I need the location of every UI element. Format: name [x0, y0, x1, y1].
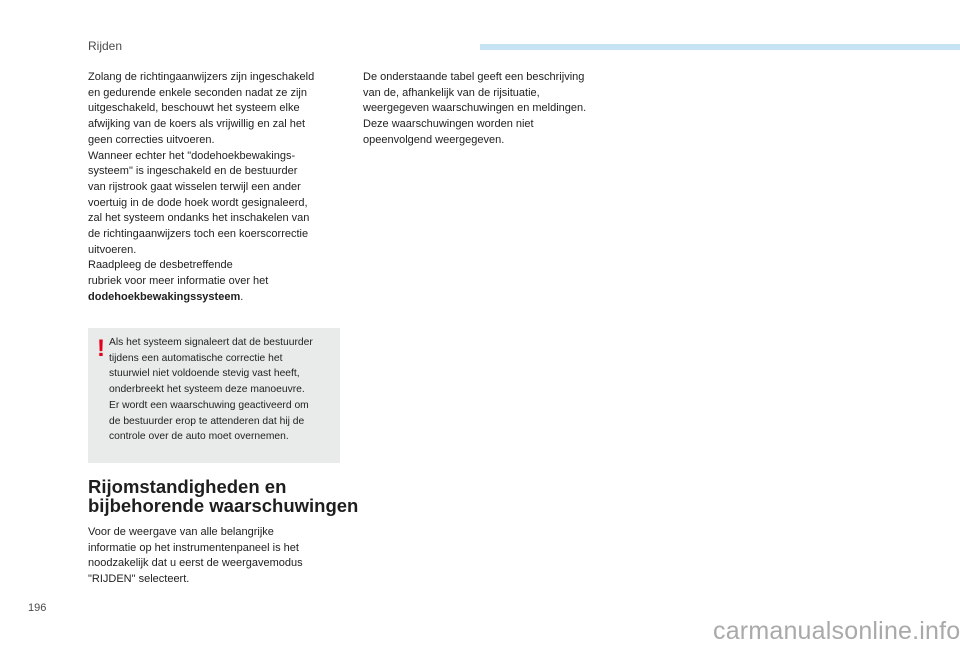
- page-number: 196: [28, 602, 47, 614]
- watermark: carmanualsonline.info: [713, 617, 960, 645]
- left-column-text: [88, 70, 346, 306]
- paragraph-line: van rijstrook gaat wisselen terwijl een ander: [88, 180, 301, 193]
- paragraph-line: noodzakelijk dat u eerst de weergavemodus: [88, 557, 303, 570]
- paragraph-line: uitgeschakeld, beschouwt het systeem elke: [88, 102, 300, 115]
- heading-line: Rijomstandigheden en: [88, 476, 287, 497]
- paragraph-line: van de, afhankelijk van de rijsituatie,: [363, 86, 540, 99]
- warning-box: [88, 328, 340, 463]
- warning-line: stuurwiel niet voldoende stevig vast heeft,: [109, 368, 300, 380]
- paragraph-line: uitvoeren.: [88, 243, 137, 256]
- paragraph-line: De onderstaande tabel geeft een beschrijving: [363, 71, 585, 83]
- paragraph-line: Deze waarschuwingen worden niet: [363, 118, 534, 131]
- paragraph-line: "RIJDEN" selecteert.: [88, 573, 190, 586]
- heading-line: bijbehorende waarschuwingen: [88, 495, 359, 516]
- section-heading: [88, 477, 358, 515]
- paragraph-line: en gedurende enkele seconden nadat ze zijn: [88, 86, 307, 99]
- paragraph-line: informatie op het instrumentenpaneel is het: [88, 541, 299, 554]
- paragraph-line: Zolang de richtingaanwijzers zijn ingeschakeld: [88, 71, 315, 83]
- paragraph-line: weergegeven waarschuwingen en meldingen.: [363, 102, 587, 115]
- reference-suffix: .: [240, 290, 244, 303]
- reference-link-text: dodehoekbewakingssysteem: [88, 290, 241, 303]
- paragraph-line: opeenvolgend weergegeven.: [363, 133, 505, 146]
- paragraph-line: rubriek voor meer informatie over het: [88, 275, 269, 288]
- paragraph-line: Raadpleeg de desbetreffende: [88, 259, 233, 272]
- warning-line: Als het systeem signaleert dat de bestuurder: [109, 337, 313, 348]
- right-column-text: [363, 70, 625, 149]
- paragraph-line: de richtingaanwijzers toch een koerscorrectie: [88, 228, 309, 241]
- warning-line: tijdens een automatische correctie het: [109, 352, 283, 364]
- warning-line: controle over de auto moet overnemen.: [109, 431, 289, 443]
- paragraph-line: zal het systeem ondanks het inschakelen van: [88, 212, 310, 225]
- warning-line: de bestuurder erop te attenderen dat hij de: [109, 415, 305, 427]
- exclamation-icon: !: [97, 335, 105, 362]
- warning-line: onderbreekt het systeem deze manoeuvre.: [109, 384, 305, 396]
- warning-line: Er wordt een waarschuwing geactiveerd om: [109, 399, 309, 411]
- section-body: [88, 525, 350, 588]
- chapter-accent-bar: [480, 44, 960, 50]
- paragraph-line: geen correcties uitvoeren.: [88, 133, 215, 146]
- paragraph-line: Voor de weergave van alle belangrijke: [88, 526, 274, 538]
- paragraph-line: afwijking van de koers als vrijwillig en zal het: [88, 118, 306, 131]
- chapter-title: Rijden: [88, 39, 123, 53]
- reference-line: [88, 290, 346, 306]
- warning-text: [109, 335, 339, 445]
- paragraph-line: voertuig in de dode hoek wordt gesignaleerd,: [88, 196, 308, 209]
- paragraph-line: Wanneer echter het "dodehoekbewakings-: [88, 149, 296, 162]
- paragraph-line: systeem" is ingeschakeld en de bestuurder: [88, 165, 298, 178]
